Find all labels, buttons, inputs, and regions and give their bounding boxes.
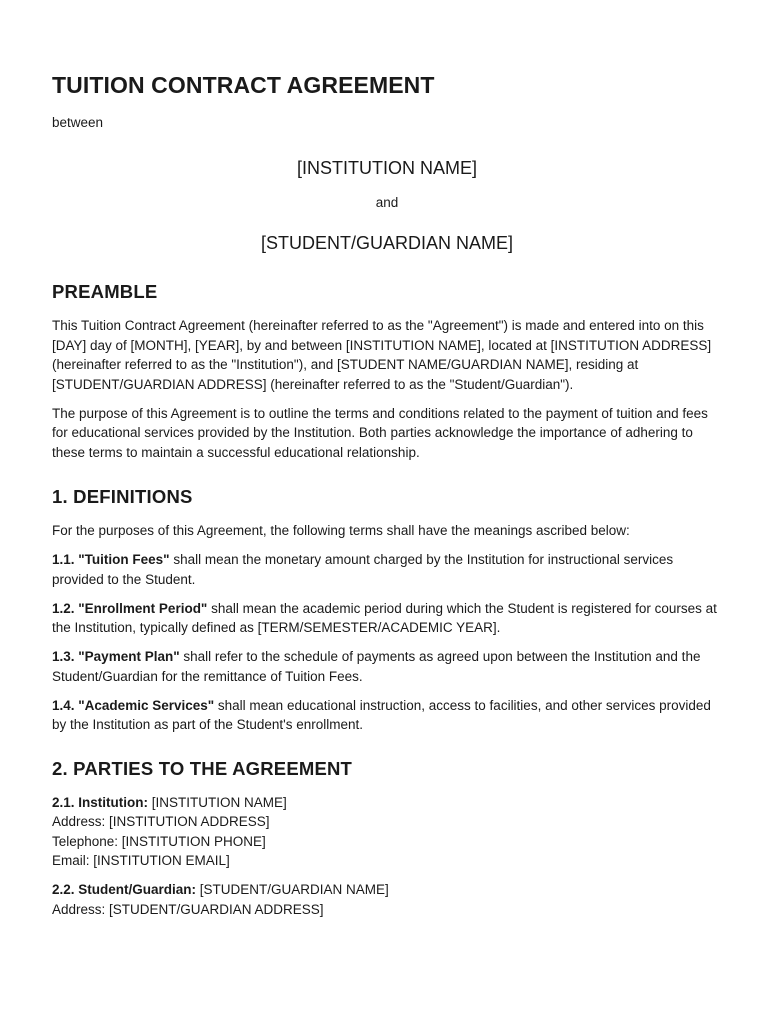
definitions-intro: For the purposes of this Agreement, the following terms shall have the meanings ascribed below: xyxy=(52,523,630,538)
definition-item xyxy=(52,696,722,735)
preamble-heading: PREAMBLE xyxy=(52,281,158,302)
definition-term: 1.4. "Academic Services" xyxy=(52,697,215,713)
student-name: [STUDENT/GUARDIAN NAME] xyxy=(196,882,389,897)
definition-text: shall mean educational instruction, access to facilities, and other services provided by the Institution as part of the Student's enrollment. xyxy=(52,697,711,732)
document-title: TUITION CONTRACT AGREEMENT xyxy=(52,72,435,98)
definition-text: shall refer to the schedule of payments as agreed upon between the Institution and the Student/Guardian for the remittance of Tuition Fees. xyxy=(52,649,701,684)
preamble-paragraph: This Tuition Contract Agreement (hereinafter referred to as the "Agreement") is made and entered into on this [DAY] day of [MONTH], [YEAR], by and between [INSTITUTION NAME], located at [INSTITUTION ADDRESS] (hereinafter referred to as the "Institution"), and [STUDENT NAME/GUARDIAN NAME], residing at [STUDENT/GUARDIAN ADDRESS] (hereinafter referred to as the "Student/Guardian"). xyxy=(52,318,712,392)
student-name-line xyxy=(52,880,722,900)
institution-telephone: Telephone: [INSTITUTION PHONE] xyxy=(52,833,266,849)
institution-email: Email: [INSTITUTION EMAIL] xyxy=(52,853,230,868)
parties-section xyxy=(52,757,722,920)
between-text: between xyxy=(52,115,104,130)
institution-label: 2.1. Institution: xyxy=(52,794,148,810)
party-two-name: [STUDENT/GUARDIAN NAME] xyxy=(260,233,514,253)
preamble-section xyxy=(52,280,722,462)
institution-name-line xyxy=(52,793,722,813)
definition-item xyxy=(52,599,722,638)
parties-heading: 2. PARTIES TO THE AGREEMENT xyxy=(52,757,353,779)
and-text: and xyxy=(375,195,399,210)
definition-item xyxy=(52,550,722,589)
definition-term: 1.2. "Enrollment Period" xyxy=(52,600,208,616)
student-address: Address: [STUDENT/GUARDIAN ADDRESS] xyxy=(52,901,324,917)
institution-block xyxy=(52,793,722,871)
student-label: 2.2. Student/Guardian: xyxy=(52,882,197,897)
definition-text: shall mean the academic period during which the Student is registered for courses at the Institution, typically defined as [TERM/SEMESTER/ACADEMIC YEAR]. xyxy=(52,600,717,635)
definitions-section xyxy=(52,485,722,735)
definitions-heading: 1. DEFINITIONS xyxy=(52,486,193,507)
institution-address: Address: [INSTITUTION ADDRESS] xyxy=(52,814,270,829)
party-one-name: [INSTITUTION NAME] xyxy=(297,158,477,178)
document-page xyxy=(52,70,722,919)
definition-term: 1.1. "Tuition Fees" xyxy=(52,552,170,567)
student-block xyxy=(52,880,722,919)
institution-name: [INSTITUTION NAME] xyxy=(148,794,287,810)
definition-term: 1.3. "Payment Plan" xyxy=(52,649,180,664)
definition-item xyxy=(52,647,722,686)
preamble-paragraph: The purpose of this Agreement is to outline the terms and conditions related to the payment of tuition and fees for educational services provided by the Institution. Both parties acknowledge the importance of adhering to these terms to maintain a successful educational relationship. xyxy=(52,405,708,460)
definition-text: shall mean the monetary amount charged by the Institution for instructional services provided to the Student. xyxy=(52,552,674,587)
